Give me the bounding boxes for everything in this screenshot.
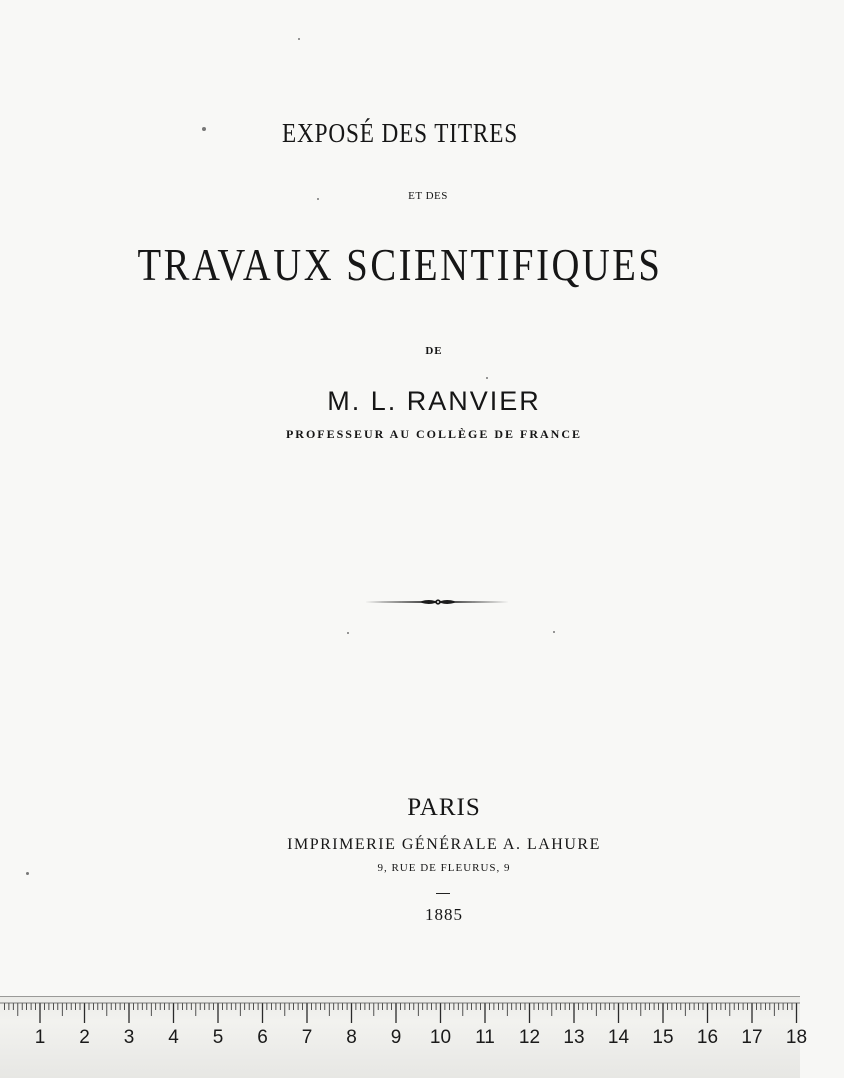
imprint-address: 9, RUE DE FLEURUS, 9 [377, 862, 511, 874]
ruler-number: 18 [785, 1027, 808, 1048]
paper-speck [317, 198, 319, 200]
ruler-number: 11 [475, 1027, 495, 1048]
paper-speck [347, 632, 349, 634]
author-affiliation: PROFESSEUR AU COLLÈGE DE FRANCE [285, 427, 583, 441]
title-line-2: ET DES [408, 190, 448, 202]
ruler-number: 8 [346, 1027, 357, 1048]
ruler-number: 3 [123, 1027, 135, 1048]
author-name: M. L. RANVIER [327, 386, 541, 416]
ruler-number: 6 [257, 1027, 268, 1048]
ornament-divider-icon [365, 594, 511, 610]
ruler-ticks [0, 997, 800, 1027]
ruler-number: 16 [696, 1027, 719, 1048]
ruler-number: 17 [741, 1027, 763, 1048]
paper-speck [298, 38, 300, 40]
title-main: TRAVAUX SCIENTIFIQUES [137, 239, 663, 290]
measuring-ruler [0, 996, 808, 1078]
author-preposition: DE [425, 345, 443, 357]
ruler-number: 13 [563, 1027, 585, 1048]
ruler-number: 1 [34, 1027, 46, 1048]
ruler-number: 2 [79, 1027, 90, 1048]
paper-speck [26, 872, 29, 875]
paper-speck [553, 631, 555, 633]
imprint-year: 1885 [425, 905, 463, 924]
ruler-number: 7 [301, 1027, 313, 1048]
ruler-number: 14 [607, 1027, 630, 1048]
paper-speck [486, 377, 488, 379]
ruler-number: 4 [168, 1027, 179, 1048]
imprint-city: PARIS [407, 794, 481, 821]
ruler-number: 12 [518, 1027, 541, 1048]
ruler-number: 15 [652, 1027, 674, 1048]
imprint-separator [436, 893, 450, 894]
paper-speck [202, 127, 206, 131]
ruler-number: 5 [212, 1027, 224, 1048]
ruler-number: 9 [390, 1027, 402, 1048]
ruler-number: 10 [429, 1027, 452, 1048]
imprint-printer: IMPRIMERIE GÉNÉRALE A. LAHURE [287, 836, 601, 853]
title-line-1: EXPOSÉ DES TITRES [281, 118, 519, 148]
